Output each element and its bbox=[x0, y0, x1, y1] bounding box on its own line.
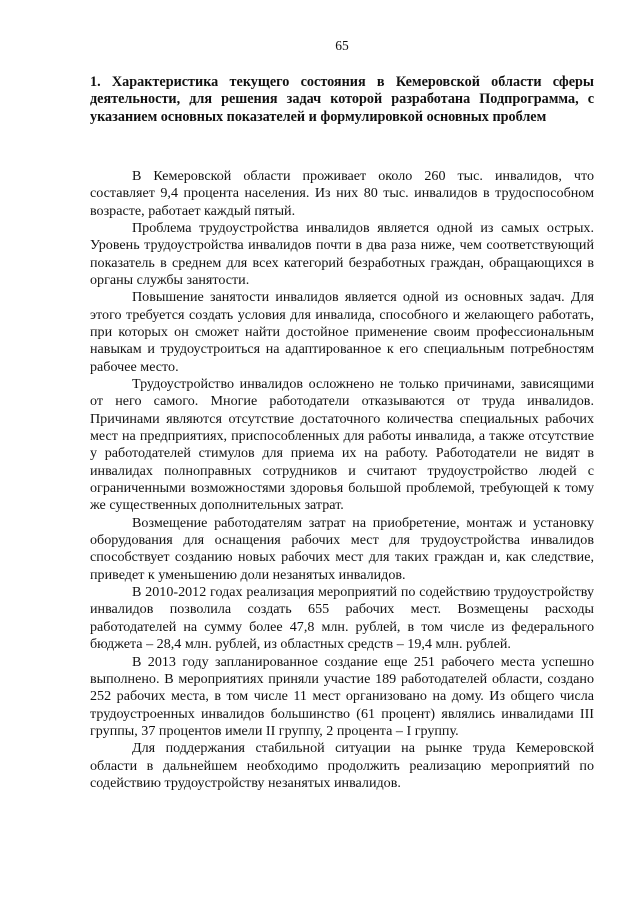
paragraph: Трудоустройство инвалидов осложнено не только причинами, зависящими от него самого. Многие работодатели отказываются от труда инвалидов. Причинами являются отсутствие достаточного количества специальных рабочих мест на предприятиях, приспособленных для работы инвалида, а также отсутствие у работодателей стимулов для приема их на работу. Работодатели не видят в инвалидах полноправных сотрудников и считают трудоустройство людей с ограниченными возможностями здоровья большой проблемой, требующей к тому же существенных дополнительных затрат. bbox=[90, 376, 594, 514]
paragraph: Проблема трудоустройства инвалидов является одной из самых острых. Уровень трудоустройства инвалидов почти в два раза ниже, чем соответствующий показатель в среднем для всех категорий безработных граждан, обращающихся в органы службы занятости. bbox=[90, 219, 594, 288]
section-heading: 1. Характеристика текущего состояния в Кемеровской области сферы деятельности, для решения задач которой разработана Подпрограмма, с указанием основных показателей и формулировкой основных проблем bbox=[90, 74, 594, 125]
paragraph: Возмещение работодателям затрат на приобретение, монтаж и установку оборудования для оснащения рабочих мест для трудоустройства инвалидов способствует созданию новых рабочих мест для таких граждан и, как следствие, приведет к уменьшению доли незанятых инвалидов. bbox=[90, 514, 594, 583]
page-number: 65 bbox=[335, 38, 349, 53]
paragraph: Для поддержания стабильной ситуации на рынке труда Кемеровской области в дальнейшем необходимо продолжить реализацию мероприятий по содействию трудоустройству незанятых инвалидов. bbox=[90, 740, 594, 791]
paragraph: В 2013 году запланированное создание еще 251 рабочего места успешно выполнено. В мероприятиях приняли участие 189 работодателей области, создано 252 рабочих места, в том числе 11 мест организовано на дому. Из общего числа трудоустроенных инвалидов большинство (61 процент) являлись инвалидами III группы, 37 процентов имели II группу, 2 процента – I группу. bbox=[90, 653, 594, 739]
paragraph: Повышение занятости инвалидов является одной из основных задач. Для этого требуется создать условия для инвалида, способного и желающего работать, при которых он сможет найти достойное применение своим профессиональным навыкам и трудоустроиться на адаптированное к его специальным потребностям рабочее место. bbox=[90, 289, 594, 375]
paragraph: В 2010-2012 годах реализация мероприятий по содействию трудоустройству инвалидов позволила создать 655 рабочих мест. Возмещены расходы работодателей на сумму более 47,8 млн. рублей, в том числе из федерального бюджета – 28,4 млн. рублей, из областных средств – 19,4 млн. рублей. bbox=[90, 584, 594, 653]
body-text bbox=[90, 168, 594, 792]
paragraph: В Кемеровской области проживает около 260 тыс. инвалидов, что составляет 9,4 процента населения. Из них 80 тыс. инвалидов в трудоспособном возрасте, работает каждый пятый. bbox=[90, 167, 594, 219]
